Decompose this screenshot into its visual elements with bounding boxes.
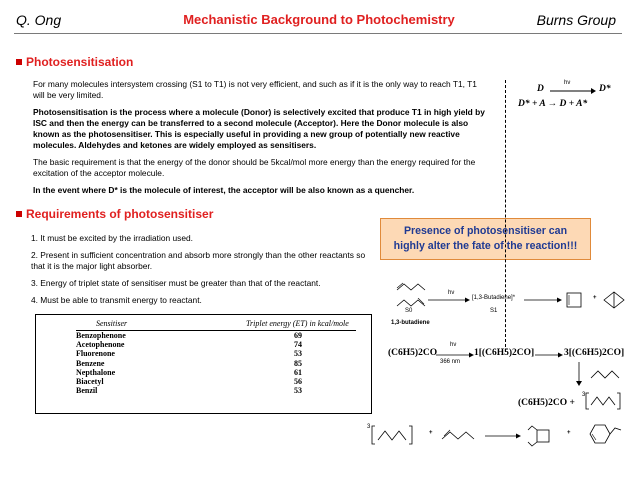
- table-row: Benzil 53: [76, 386, 302, 396]
- column-header-sensitiser: Sensitiser: [76, 317, 246, 331]
- requirements-list: [31, 233, 366, 306]
- column-header-triplet-energy: Triplet energy (ET) in kcal/mole: [246, 317, 356, 331]
- butadiene-icon: [441, 429, 475, 441]
- arrow-right-icon: [535, 351, 563, 359]
- excited-donor-label: D*: [599, 84, 611, 94]
- scheme-benzophenone: [388, 340, 633, 412]
- triplet-diene-bracket-icon: [371, 425, 413, 445]
- header-divider: [14, 33, 622, 34]
- section-photosensitisation-title: Photosensitisation: [16, 55, 133, 69]
- paragraph-definition: Photosensitisation is the process where a molecule (Donor) is selectively excited that produce T1 in high yield by ISC and then the energy can be transferred to a second molecule (Acceptor). Here the Donor molecule is also known as the photosensitiser. This is especially useful in providing a new group of potentially new reactive molecules. Aldehydes and ketones are widely employed as sensitisers.: [33, 107, 485, 150]
- triplet-superscript: 3: [367, 424, 371, 430]
- list-item: 1. It must be excited by the irradiation used.: [31, 233, 194, 243]
- plus-sign: +: [429, 430, 433, 436]
- arrow-right-icon: [485, 432, 521, 440]
- s1-label: S1: [490, 308, 498, 314]
- sensitiser-table-frame: [35, 314, 372, 414]
- hv-label: hν: [450, 342, 457, 348]
- arrow-right-icon: [436, 351, 474, 359]
- table-row: Acetophenone 74: [76, 340, 302, 350]
- triplet-benzophenone-label: 3[(C6H5)2CO]: [564, 348, 625, 358]
- scheme-butadiene: [390, 280, 630, 332]
- table-row: Fluorenone 53: [76, 349, 302, 359]
- callout-line: highly alter the fate of the reaction!!!: [393, 240, 578, 252]
- triplet-superscript: 3: [582, 392, 586, 398]
- scheme-donor-acceptor: [510, 80, 630, 114]
- cyclobutene-icon: [566, 292, 582, 308]
- benzophenone-label: (C6H5)2CO: [388, 348, 438, 358]
- scheme-dimerization: [367, 422, 632, 452]
- product-benzophenone-label: (C6H5)2CO +: [518, 398, 575, 408]
- sensitiser-table: [76, 317, 356, 395]
- butadiene-s-trans-icon: [396, 282, 426, 292]
- divinylcyclobutane-icon: [527, 424, 553, 448]
- bullet-square-icon: [16, 59, 22, 65]
- callout-line: Presence of photosensitiser can: [403, 225, 568, 237]
- s0-label: S0: [405, 308, 413, 314]
- paragraph-quencher: In the event where D* is the molecule of interest, the acceptor will be also known as a quencher.: [33, 185, 415, 195]
- group-name: Burns Group: [536, 12, 616, 28]
- plus-sign: +: [567, 430, 571, 436]
- list-item: 2. Present in sufficient concentration and absorb more strongly than the other reactants so that it is the major light absorber.: [31, 250, 366, 271]
- arrow-right-icon: [524, 296, 562, 304]
- bicyclobutane-icon: [602, 291, 626, 309]
- triplet-diene-bracket-icon: [585, 392, 621, 410]
- table-header-row: [76, 317, 356, 331]
- arrow-right-icon: [550, 86, 596, 96]
- butadiene-name-label: 1,3-butadiene: [391, 320, 430, 326]
- butadiene-icon: [396, 298, 426, 308]
- table-row: Benzene 85: [76, 358, 302, 368]
- arrow-right-icon: [428, 296, 470, 304]
- hv-label: hν: [564, 80, 571, 86]
- table-row: Biacetyl 56: [76, 377, 302, 387]
- wavelength-label: 366 nm: [440, 359, 461, 365]
- section-requirements-title: Requirements of photosensitiser: [16, 207, 213, 221]
- singlet-benzophenone-label: 1[(C6H5)2CO]: [474, 348, 535, 358]
- page-title: Mechanistic Background to Photochemistry: [183, 12, 455, 27]
- list-item: 3. Energy of triplet state of sensitiser must be greater than that of the reactant.: [31, 278, 321, 288]
- vinylcyclohexene-icon: [583, 422, 623, 448]
- plus-sign: +: [593, 295, 597, 301]
- table-row: Benzophenone 69: [76, 331, 302, 340]
- callout-box: [380, 218, 591, 260]
- author: Q. Ong: [16, 12, 62, 28]
- donor-label: D: [537, 84, 544, 94]
- table-row: Nepthalone 61: [76, 367, 302, 377]
- excited-butadiene-label: [1,3-Butadiene]*: [472, 295, 516, 301]
- triplet-butadiene-icon: [590, 368, 620, 380]
- hv-label: hν: [448, 290, 455, 296]
- energy-transfer-equation: D* + A → D + A*: [518, 99, 588, 109]
- paragraph-isc: For many molecules intersystem crossing (S1 to T1) is not very efficient, and such as if it is the only way to reach T1, T1 will be very limited.: [33, 79, 477, 100]
- bullet-square-icon: [16, 211, 22, 217]
- paragraph-requirement: The basic requirement is that the energy of the donor should be 5kcal/mol more energy than the energy required for the excitation of the acceptor molecule.: [33, 157, 476, 178]
- list-item: 4. Must be able to transmit energy to reactant.: [31, 295, 202, 305]
- section1-body: [33, 79, 487, 196]
- arrow-down-icon: [574, 362, 584, 386]
